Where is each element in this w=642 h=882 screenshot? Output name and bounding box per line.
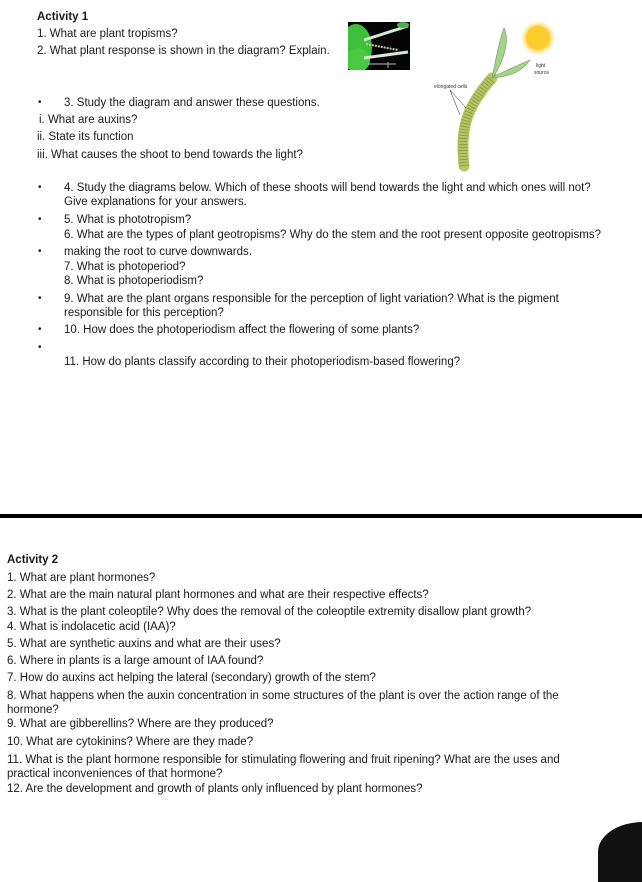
activity1-q9-cont: responsible for this perception? bbox=[64, 307, 224, 319]
activity2-q5: 5. What are synthetic auxins and what are their uses? bbox=[7, 638, 281, 650]
activity1-q1: 1. What are plant tropisms? bbox=[37, 28, 178, 40]
activity1-q2: 2. What plant response is shown in the diagram? Explain. bbox=[37, 45, 330, 57]
phototropism-diagram bbox=[430, 18, 560, 173]
label-source: source bbox=[534, 70, 550, 76]
activity2-q8: 8. What happens when the auxin concentration in some structures of the plant is over the action range of the bbox=[7, 690, 559, 702]
activity2-q3: 3. What is the plant coleoptile? Why does the removal of the coleoptile extremity disallow plant growth? bbox=[7, 606, 532, 618]
section-divider bbox=[0, 514, 642, 518]
activity1-q8: 8. What is photoperiodism? bbox=[64, 275, 204, 287]
bullet: • bbox=[38, 246, 42, 257]
bullet: • bbox=[38, 97, 42, 108]
bullet: • bbox=[38, 342, 42, 353]
activity1-q5: 5. What is phototropism? bbox=[64, 214, 192, 226]
activity1-root-text: making the root to curve downwards. bbox=[64, 246, 252, 258]
activity1-q4: 4. Study the diagrams below. Which of these shoots will bend towards the light and which ones will not? bbox=[64, 182, 591, 194]
activity2-q10: 10. What are cytokinins? Where are they made? bbox=[7, 736, 254, 748]
activity2-title: Activity 2 bbox=[7, 554, 59, 566]
label-elongated-cells: elongated cells bbox=[434, 84, 468, 90]
activity2-q9: 9. What are gibberellins? Where are they produced? bbox=[7, 718, 274, 730]
activity1-q11: 11. How do plants classify according to their photoperiodism-based flowering? bbox=[64, 356, 461, 368]
activity2-q4: 4. What is indolacetic acid (IAA)? bbox=[7, 621, 176, 633]
activity2-q12: 12. Are the development and growth of plants only influenced by plant hormones? bbox=[7, 783, 423, 795]
activity1-title: Activity 1 bbox=[37, 11, 89, 23]
activity2-q8-cont: hormone? bbox=[7, 704, 59, 716]
activity2-q1: 1. What are plant hormones? bbox=[7, 572, 156, 584]
activity1-q4-cont: Give explanations for your answers. bbox=[64, 196, 247, 208]
corner-shape bbox=[598, 822, 642, 882]
activity1-q3iii: iii. What causes the shoot to bend towards the light? bbox=[37, 149, 303, 161]
activity2-q2: 2. What are the main natural plant hormones and what are their respective effects? bbox=[7, 589, 429, 601]
activity1-q3: 3. Study the diagram and answer these questions. bbox=[64, 97, 320, 109]
activity1-q9: 9. What are the plant organs responsible for the perception of light variation? What is the pigment bbox=[64, 293, 559, 305]
activity1-q7: 7. What is photoperiod? bbox=[64, 261, 186, 273]
bullet: • bbox=[38, 293, 42, 304]
activity2-q6: 6. Where in plants is a large amount of IAA found? bbox=[7, 655, 264, 667]
tendril-photo bbox=[348, 22, 410, 70]
activity2-q7: 7. How do auxins act helping the lateral (secondary) growth of the stem? bbox=[7, 672, 376, 684]
activity2-q11: 11. What is the plant hormone responsible for stimulating flowering and fruit ripening? What are the uses and bbox=[7, 754, 560, 766]
label-light: light bbox=[536, 63, 546, 69]
activity1-q10: 10. How does the photoperiodism affect the flowering of some plants? bbox=[64, 324, 420, 336]
bullet: • bbox=[38, 324, 42, 335]
activity1-q6: 6. What are the types of plant geotropisms? Why do the stem and the root present opposite geotropisms? bbox=[64, 229, 601, 241]
activity1-q3ii: ii. State its function bbox=[37, 131, 134, 143]
activity1-q3i: i. What are auxins? bbox=[39, 114, 138, 126]
activity2-q11-cont: practical inconveniences of that hormone? bbox=[7, 768, 223, 780]
bullet: • bbox=[38, 214, 42, 225]
bullet: • bbox=[38, 182, 42, 193]
